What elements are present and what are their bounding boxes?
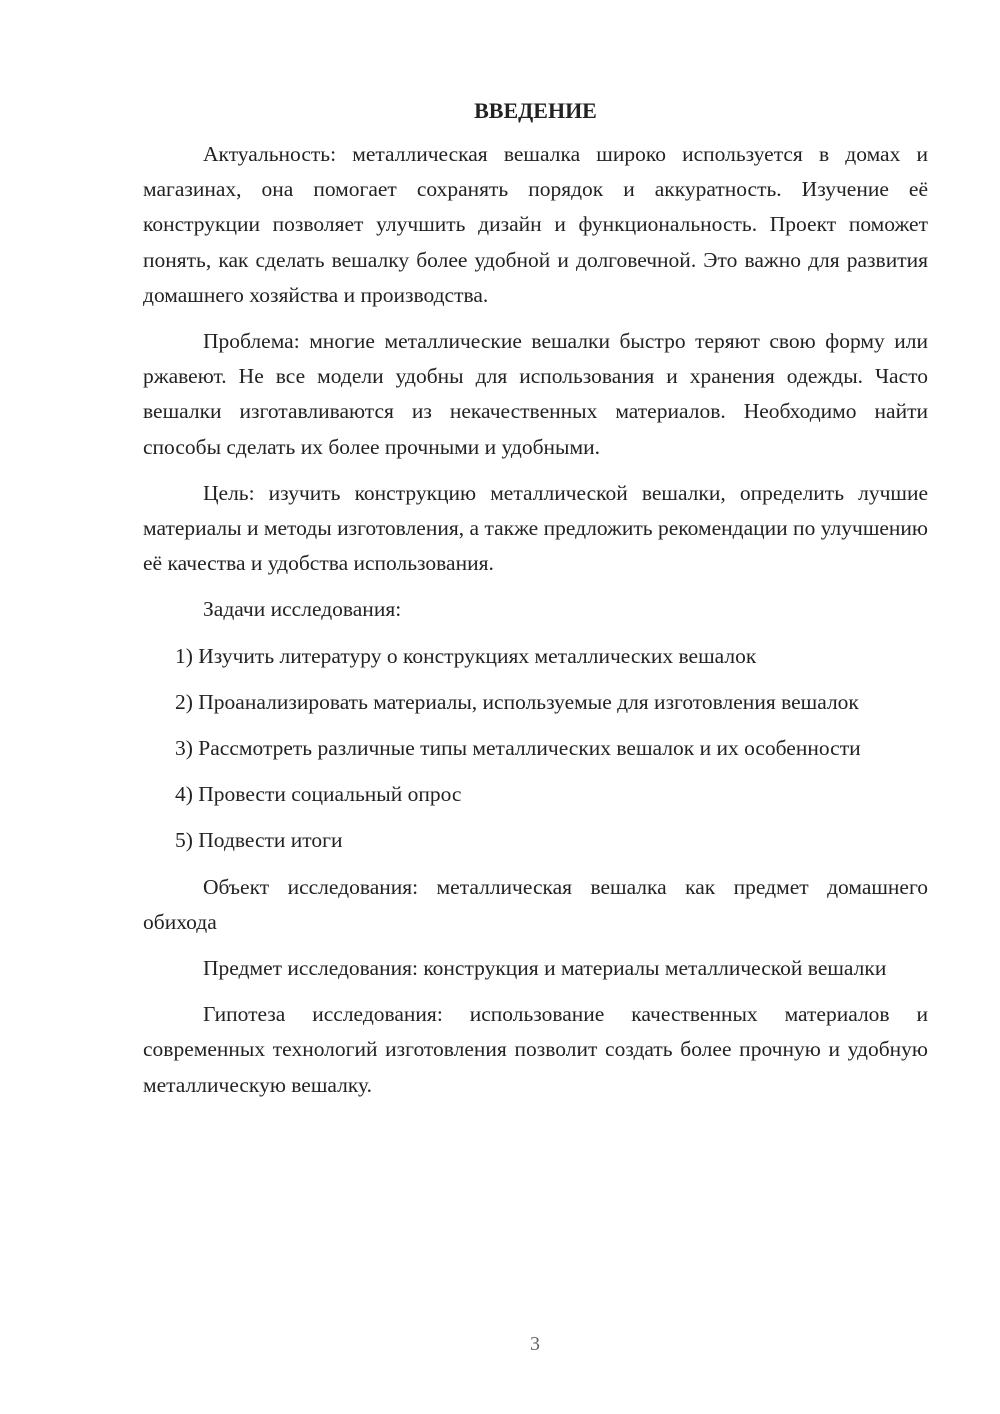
goal-paragraph: Цель: изучить конструкцию металлической вешалки, определить лучшие материалы и методы изготовления, а также предложить рекомендации по улучшению её качества и удобства использования.	[143, 480, 928, 576]
task-item: 5) Подвести итоги	[175, 828, 343, 853]
subject-paragraph: Предмет исследования: конструкция и материалы металлической вешалки	[203, 956, 887, 981]
hypothesis-paragraph: Гипотеза исследования: использование качественных материалов и современных технологий изготовления позволит создать более прочную и удобную металлическую вешалку.	[143, 1002, 928, 1097]
tasks-list	[143, 639, 928, 859]
section-heading: ВВЕДЕНИЕ	[474, 98, 597, 123]
document-page	[143, 93, 928, 1114]
task-item: 4) Провести социальный опрос	[175, 782, 462, 807]
task-item: 3) Рассмотреть различные типы металлических вешалок и их особенности	[175, 736, 861, 761]
page-number: 3	[530, 1333, 540, 1355]
problem-paragraph: Проблема: многие металлические вешалки быстро теряют свою форму или ржавеют. Не все модели удобны для использования и хранения одежды. Часто вешалки изготавливаются из некачественных материалов. Необходимо найти способы сделать их более прочными и удобными.	[143, 329, 928, 459]
object-paragraph: Объект исследования: металлическая вешалка как предмет домашнего обихода	[143, 874, 928, 934]
tasks-title: Задачи исследования:	[203, 597, 402, 622]
task-item: 2) Проанализировать материалы, используемые для изготовления вешалок	[175, 689, 859, 714]
task-item: 1) Изучить литературу о конструкциях металлических вешалок	[175, 643, 757, 668]
relevance-paragraph: Актуальность: металлическая вешалка широко используется в домах и магазинах, она помогает сохранять порядок и аккуратность. Изучение её конструкции позволяет улучшить дизайн и функциональность. Проект поможет понять, как сделать вешалку более удобной и долговечной. Это важно для развития домашнего хозяйства и производства.	[143, 142, 928, 307]
